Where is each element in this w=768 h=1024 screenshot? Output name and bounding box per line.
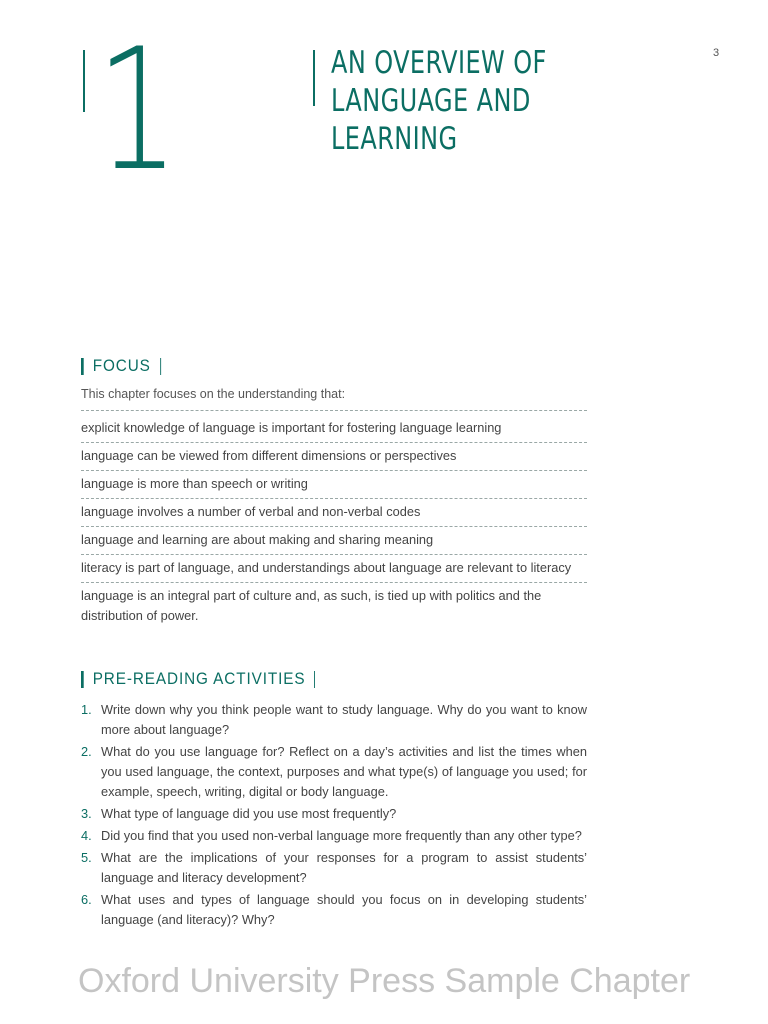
activity-number: 6. (81, 892, 92, 907)
focus-item: literacy is part of language, and understandings about language are relevant to literacy (81, 555, 587, 583)
activity-item (81, 804, 587, 824)
heading-bar-left (81, 671, 84, 688)
focus-list (81, 415, 587, 630)
activity-number: 5. (81, 850, 92, 865)
focus-item: explicit knowledge of language is important for fostering language learning (81, 415, 587, 443)
prereading-heading (81, 669, 315, 689)
focus-item: language is an integral part of culture and, as such, is tied up with politics and the distribution of power. (81, 588, 542, 623)
activity-number: 4. (81, 828, 92, 843)
watermark: Oxford University Press Sample Chapter (78, 962, 691, 1000)
prereading-list (81, 700, 587, 932)
activity-text: What uses and types of language should you focus on in developing students’ language (and literacy)? Why? (101, 892, 587, 927)
activity-text: What are the implications of your responses for a program to assist students’ language and literacy development? (101, 850, 587, 885)
activity-item (81, 700, 587, 740)
activity-number: 2. (81, 744, 92, 759)
activity-text: Did you find that you used non-verbal language more frequently than any other type? (101, 828, 582, 843)
focus-item: language is more than speech or writing (81, 471, 587, 499)
activity-text: Write down why you think people want to study language. Why do you want to know more about language? (101, 702, 587, 737)
chapter-title: AN OVERVIEW OF LANGUAGE AND LEARNING (331, 45, 547, 157)
activity-item (81, 848, 587, 888)
activity-item (81, 826, 587, 846)
activity-item (81, 890, 587, 930)
heading-bar-right (314, 671, 315, 688)
focus-heading-label: FOCUS (92, 356, 151, 375)
focus-heading (81, 356, 161, 376)
prereading-heading-label: PRE-READING ACTIVITIES (92, 669, 306, 688)
chapter-number-bar (83, 50, 85, 112)
chapter-title-bar (313, 50, 315, 106)
activity-number: 1. (81, 702, 92, 717)
heading-bar-right (160, 358, 161, 375)
page-number: 3 (713, 47, 720, 59)
focus-intro: This chapter focuses on the understanding that: (81, 387, 587, 411)
activity-number: 3. (81, 806, 92, 821)
chapter-number: 1 (96, 12, 180, 208)
focus-item: language can be viewed from different dimensions or perspectives (81, 443, 587, 471)
focus-item: language and learning are about making and sharing meaning (81, 527, 587, 555)
focus-item: language involves a number of verbal and non-verbal codes (81, 499, 587, 527)
heading-bar-left (81, 358, 84, 375)
activity-text: What do you use language for? Reflect on a day’s activities and list the times when you used language, the context, purposes and what type(s) of language you used; for example, speech, writing, digital or body language. (101, 744, 587, 799)
activity-item (81, 742, 587, 802)
activity-text: What type of language did you use most frequently? (101, 806, 397, 821)
